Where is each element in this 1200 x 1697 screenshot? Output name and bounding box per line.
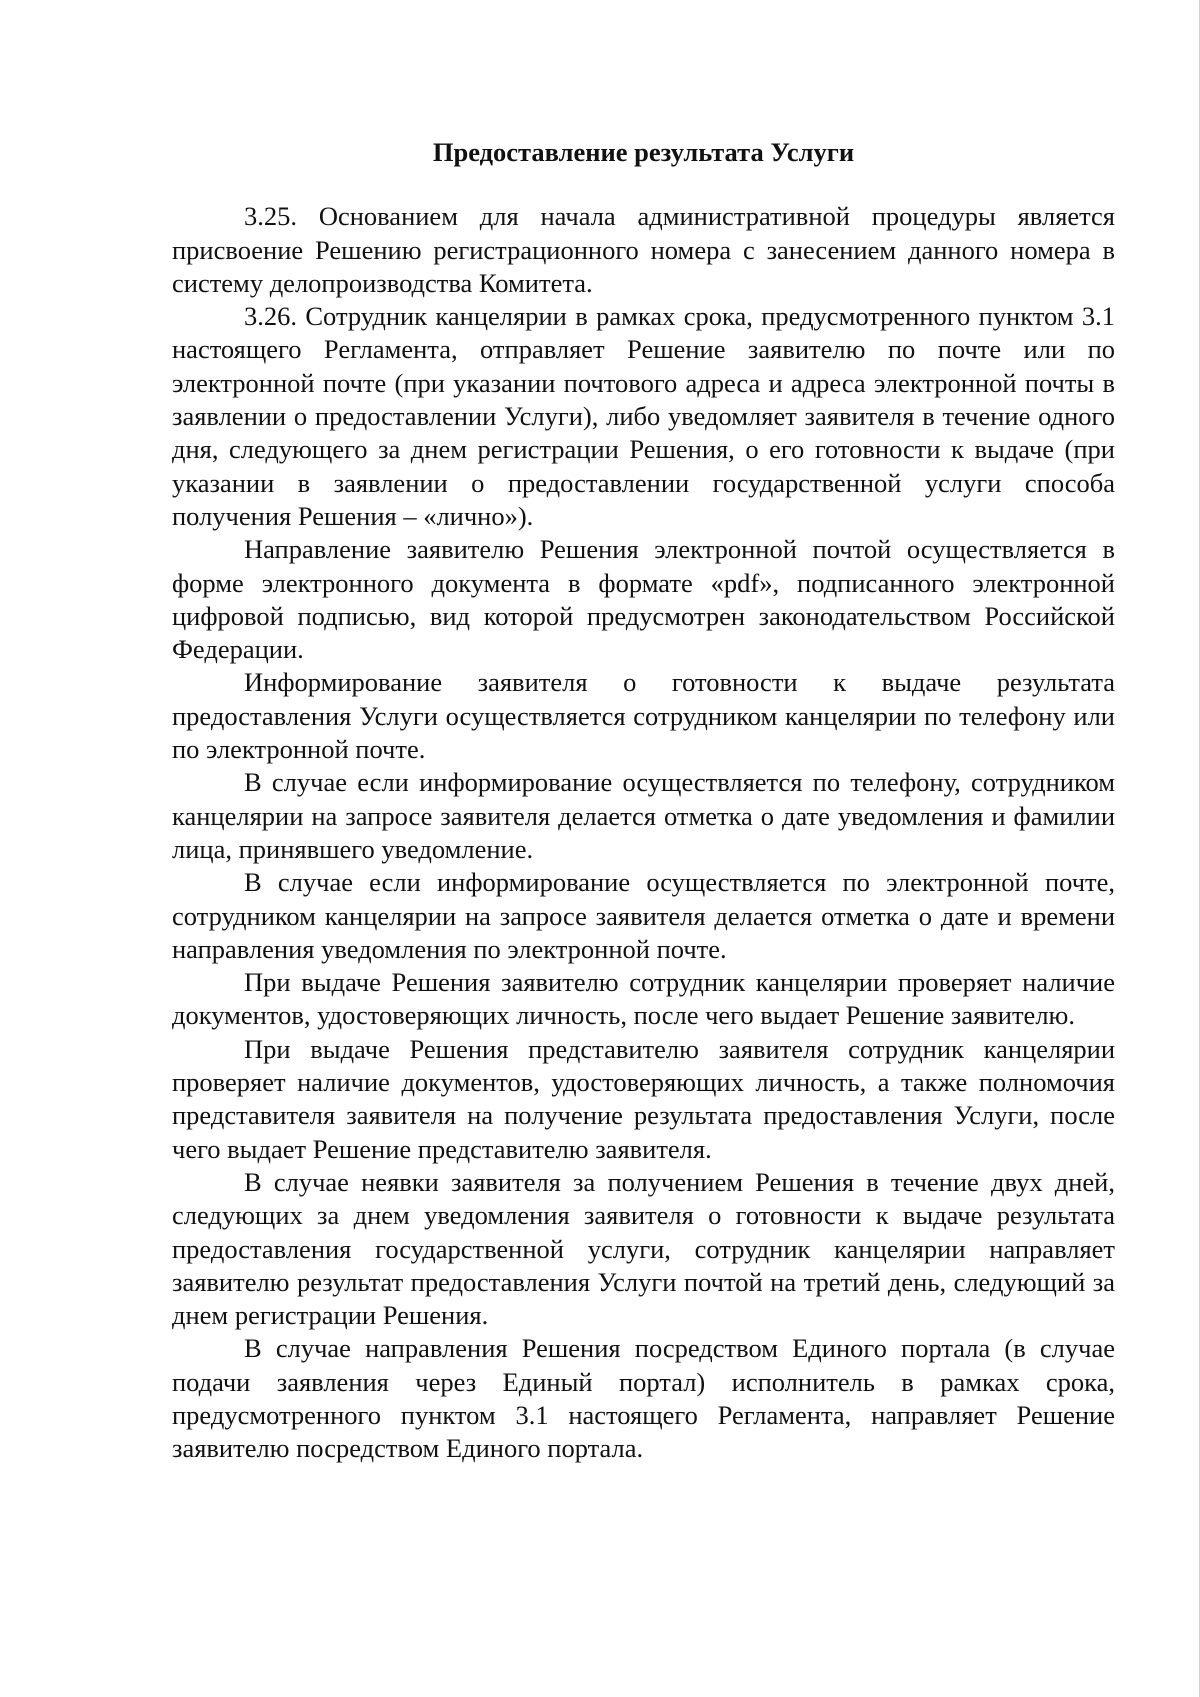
paragraph-issue-to-applicant: При выдаче Решения заявителю сотрудник канцелярии проверяет наличие документов, удостоверяющих личность, после чего выдает Решение заявителю.: [172, 967, 1115, 1031]
paragraph-readiness-notice: Информирование заявителя о готовности к выдаче результата предоставления Услуги осуществляется сотрудником канцелярии по телефону или по электронной почте.: [172, 667, 1115, 765]
paragraph-email-delivery: Направление заявителю Решения электронной почтой осуществляется в форме электронного документа в формате «pdf», подписанного электронной цифровой подписью, вид которой предусмотрен законодательством Российской Федерации.: [172, 534, 1115, 665]
paragraph-unified-portal: В случае направления Решения посредством Единого портала (в случае подачи заявления через Единый портал) исполнитель в рамках срока, предусмотренного пунктом 3.1 настоящего Регламента, направляет Решение заявителю посредством Единого портала.: [172, 1333, 1115, 1464]
paragraph-3-26: 3.26. Сотрудник канцелярии в рамках срока, предусмотренного пунктом 3.1 настоящего Регламента, отправляет Решение заявителю по почте или по электронной почте (при указании почтового адреса и адреса электронной почты в заявлении о предоставлении Услуги), либо уведомляет заявителя в течение одного дня, следующего за днем регистрации Решения, о его готовности к выдаче (при указании в заявлении о предоставлении государственной услуги способа получения Решения – «лично»).: [172, 301, 1115, 531]
section-title: Предоставление результата Услуги: [432, 137, 855, 167]
document-body: [172, 136, 1115, 1466]
paragraph-no-show: В случае неявки заявителя за получением Решения в течение двух дней, следующих за днем уведомления заявителя о готовности к выдаче результата предоставления государственной услуги, сотрудник канцелярии направляет заявителю результат предоставления Услуги почтой на третий день, следующий за днем регистрации Решения.: [172, 1166, 1115, 1331]
paragraph-email-notice: В случае если информирование осуществляется по электронной почте, сотрудником канцелярии на запросе заявителя делается отметка о дате и времени направления уведомления по электронной почте.: [172, 867, 1115, 964]
paragraph-3-25: 3.25. Основанием для начала административной процедуры является присвоение Решению регистрационного номера с занесением данного номера в систему делопроизводства Комитета.: [172, 201, 1115, 298]
paragraph-phone-notice: В случае если информирование осуществляется по телефону, сотрудником канцелярии на запросе заявителя делается отметка о дате уведомления и фамилии лица, принявшего уведомление.: [172, 767, 1115, 864]
paragraph-issue-to-representative: При выдаче Решения представителю заявителя сотрудник канцелярии проверяет наличие документов, удостоверяющих личность, а также полномочия представителя заявителя на получение результата предоставления Услуги, после чего выдает Решение представителю заявителя.: [172, 1033, 1115, 1164]
